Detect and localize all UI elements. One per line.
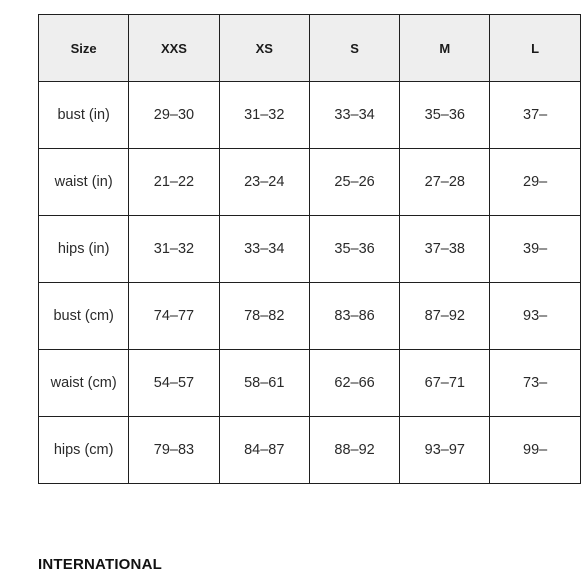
table-cell: 37– — [490, 82, 580, 149]
table-cell: 31–32 — [129, 216, 219, 283]
table-cell: 83–86 — [309, 283, 399, 350]
size-chart-viewport[interactable] — [38, 14, 548, 496]
size-chart-body — [39, 82, 581, 484]
table-cell: 21–22 — [129, 149, 219, 216]
table-cell: 25–26 — [309, 149, 399, 216]
size-chart-header — [39, 15, 581, 82]
table-cell: 87–92 — [400, 283, 490, 350]
table-cell: 67–71 — [400, 350, 490, 417]
header-size-xs: XS — [219, 15, 309, 82]
table-cell: 35–36 — [309, 216, 399, 283]
header-row — [39, 15, 581, 82]
table-cell: 84–87 — [219, 417, 309, 484]
table-row — [39, 149, 581, 216]
table-row — [39, 82, 581, 149]
table-cell: 93– — [490, 283, 580, 350]
header-size-l: L — [490, 15, 580, 82]
table-cell: 74–77 — [129, 283, 219, 350]
table-row — [39, 350, 581, 417]
row-label-hips-in: hips (in) — [39, 216, 129, 283]
table-cell: 88–92 — [309, 417, 399, 484]
row-label-bust-in: bust (in) — [39, 82, 129, 149]
row-label-waist-cm: waist (cm) — [39, 350, 129, 417]
size-chart-table — [38, 14, 581, 484]
table-cell: 29– — [490, 149, 580, 216]
row-label-bust-cm: bust (cm) — [39, 283, 129, 350]
table-row — [39, 417, 581, 484]
table-row — [39, 216, 581, 283]
table-cell: 31–32 — [219, 82, 309, 149]
table-cell: 78–82 — [219, 283, 309, 350]
table-cell: 39– — [490, 216, 580, 283]
header-size-xxs: XXS — [129, 15, 219, 82]
row-label-hips-cm: hips (cm) — [39, 417, 129, 484]
table-cell: 62–66 — [309, 350, 399, 417]
header-size-m: M — [400, 15, 490, 82]
table-cell: 79–83 — [129, 417, 219, 484]
header-size-s: S — [309, 15, 399, 82]
table-cell: 33–34 — [219, 216, 309, 283]
table-cell: 35–36 — [400, 82, 490, 149]
table-cell: 58–61 — [219, 350, 309, 417]
table-row — [39, 283, 581, 350]
table-cell: 37–38 — [400, 216, 490, 283]
table-cell: 73– — [490, 350, 580, 417]
table-cell: 23–24 — [219, 149, 309, 216]
table-cell: 33–34 — [309, 82, 399, 149]
row-label-waist-in: waist (in) — [39, 149, 129, 216]
table-cell: 93–97 — [400, 417, 490, 484]
table-cell: 99– — [490, 417, 580, 484]
table-cell: 29–30 — [129, 82, 219, 149]
international-section-heading: INTERNATIONAL — [38, 556, 162, 573]
table-cell: 27–28 — [400, 149, 490, 216]
table-cell: 54–57 — [129, 350, 219, 417]
header-size-label: Size — [39, 15, 129, 82]
